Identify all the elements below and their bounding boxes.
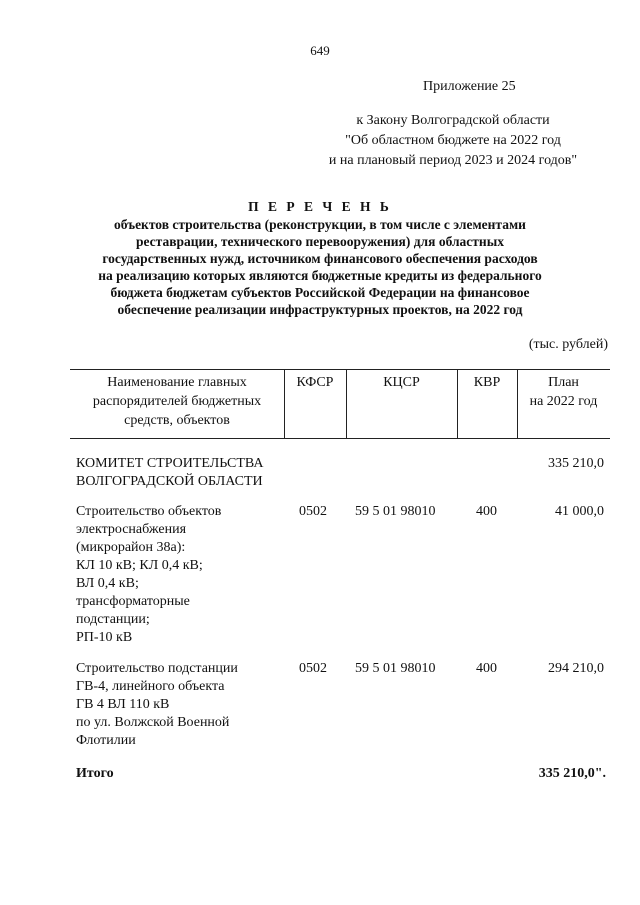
header-kcsr: КЦСР (383, 375, 420, 390)
row-name-line: КОМИТЕТ СТРОИТЕЛЬСТВА (76, 456, 264, 471)
table-top-rule (70, 369, 610, 370)
header-kvr: КВР (473, 375, 501, 390)
row-name-line: ВЛ 0,4 кВ; (76, 576, 139, 591)
header-plan-line: на 2022 год (529, 394, 598, 409)
law-reference-line: "Об областном бюджете на 2022 год (345, 133, 561, 148)
table-row-kvr: 400 (476, 504, 497, 519)
table-row-kvr: 400 (476, 661, 497, 676)
document-title: П Е Р Е Ч Е Н Ь (248, 199, 392, 214)
table-row-plan: 335 210,0 (548, 456, 604, 471)
row-name-line: электроснабжения (76, 522, 187, 537)
subtitle-line: государственных нужд, источником финансового обеспечения расходов (102, 251, 538, 266)
header-name-line: распорядителей бюджетных (92, 394, 262, 409)
total-value: 335 210,0". (538, 766, 606, 781)
table-row-name (76, 455, 263, 491)
row-name-line: трансформаторные (76, 594, 190, 609)
document-subtitle (60, 216, 580, 318)
subtitle-line: объектов строительства (реконструкции, в том числе с элементами (114, 217, 526, 232)
header-name-line: Наименование главных (107, 375, 247, 390)
subtitle-line: обеспечение реализации инфраструктурных проектов, на 2022 год (117, 302, 523, 317)
table-header-bottom-rule (70, 438, 610, 439)
header-plan (517, 373, 610, 411)
header-plan-line: План (548, 375, 579, 390)
table-row-kcsr: 59 5 01 98010 (355, 661, 436, 676)
row-name-line: ГВ-4, линейного объекта (76, 679, 225, 694)
row-name-line: ГВ 4 ВЛ 110 кВ (76, 697, 170, 712)
subtitle-line: на реализацию которых являются бюджетные кредиты из федерального (98, 268, 542, 283)
row-name-line: Строительство подстанции (76, 661, 238, 676)
table-row-kfsr: 0502 (299, 661, 327, 676)
row-name-line: подстанции; (76, 612, 150, 627)
table-row-kcsr: 59 5 01 98010 (355, 504, 436, 519)
row-name-line: (микрорайон 38а): (76, 540, 186, 555)
row-name-line: РП-10 кВ (76, 630, 133, 645)
units-label: (тыс. рублей) (528, 337, 608, 352)
row-name-line: КЛ 10 кВ; КЛ 0,4 кВ; (76, 558, 203, 573)
law-reference (300, 111, 606, 171)
subtitle-line: реставрации, технического перевооружения) для областных (136, 234, 504, 249)
table-row-plan: 41 000,0 (555, 504, 604, 519)
row-name-line: ВОЛГОГРАДСКОЙ ОБЛАСТИ (76, 474, 263, 489)
row-name-line: по ул. Волжской Военной (76, 715, 230, 730)
row-name-line: Флотилии (76, 733, 136, 748)
table-row-name (76, 660, 238, 750)
subtitle-line: бюджета бюджетам субъектов Российской Федерации на финансовое (110, 285, 530, 300)
law-reference-line: и на плановый период 2023 и 2024 годов" (328, 153, 578, 168)
appendix-label: Приложение 25 (423, 79, 516, 94)
total-label: Итого (76, 766, 114, 781)
table-row-plan: 294 210,0 (548, 661, 604, 676)
table-row-name (76, 503, 221, 647)
page-number: 649 (310, 43, 330, 58)
table-row-kfsr: 0502 (299, 504, 327, 519)
header-name (70, 373, 284, 430)
header-kfsr: КФСР (296, 375, 334, 390)
row-name-line: Строительство объектов (76, 504, 222, 519)
header-name-line: средств, объектов (124, 413, 230, 428)
law-reference-line: к Закону Волгоградской области (356, 113, 550, 128)
